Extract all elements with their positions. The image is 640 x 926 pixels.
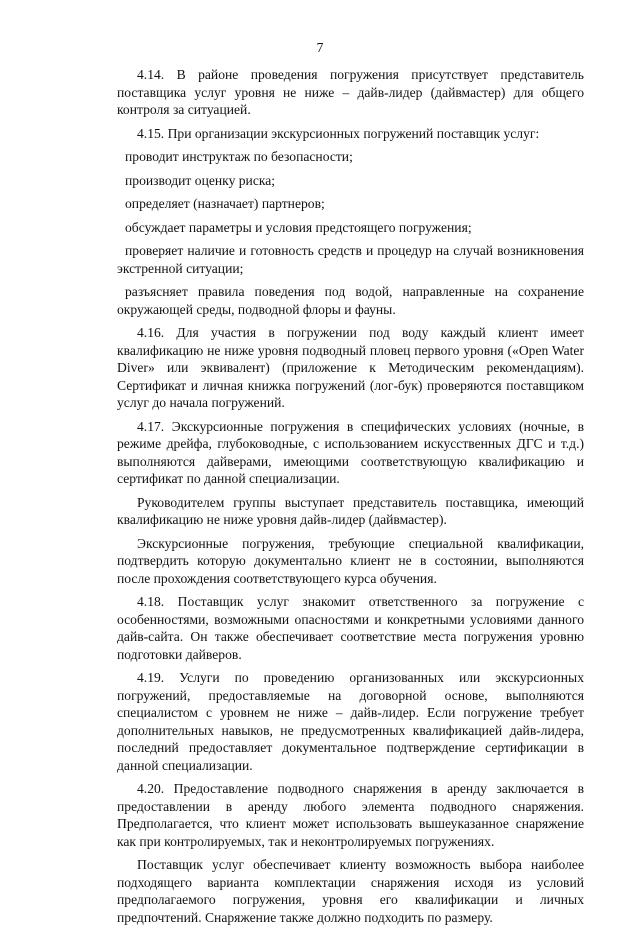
paragraph-4-15-intro: 4.15. При организации экскурсионных погружений поставщик услуг: <box>137 125 540 141</box>
paragraph-4-19: 4.19. Услуги по проведению организованных или экскурсионных погружений, предоставляемые на договорной основе, выполняются специалистом с уровнем не ниже – дайв-лидер. Если погружение требует дополнительных навыков, не предусмотренных квалификацией дайв-лидера, последний предоставляет документальное подтверждение сертификации в данной специализации. <box>117 670 584 773</box>
list-item-briefing: проводит инструктаж по безопасности; <box>125 149 353 164</box>
paragraph-4-18: 4.18. Поставщик услуг знакомит ответственного за погружение с особенностями, возможными опасностями и конкретными условиями данного дайв-сайта. Он также обеспечивает соответствие места погружения уровню подготовки дайверов. <box>117 594 584 662</box>
paragraph-4-20: 4.20. Предоставление подводного снаряжения в аренду заключается в предоставлении в аренду любого элемента подводного снаряжения. Предполагается, что клиент может использовать вышеуказанное снаряжение как при контролируемых, так и неконтролируемых погружениях. <box>117 781 584 849</box>
paragraph-4-17: 4.17. Экскурсионные погружения в специфических условиях (ночные, в режиме дрейфа, глубоководные, с использованием искусственных ДГС и т.д.) выполняются дайверами, имеющими соответствующую квалификацию и сертификат по данной специализации. <box>117 418 584 486</box>
paragraph-equipment-choice: Поставщик услуг обеспечивает клиенту возможность выбора наиболее подходящего варианта комплектации снаряжения исходя из условий предполагаемого погружения, уровня его квалификации и личных предпочтений. Снаряжение также должно подходить по размеру. <box>117 857 584 925</box>
list-item-dive-parameters: обсуждает параметры и условия предстоящего погружения; <box>125 219 472 235</box>
paragraph-4-16: 4.16. Для участия в погружении под воду каждый клиент имеет квалификацию не ниже уровня подводный пловец первого уровня («Open Water Diver» или эквивалент) (приложение к Методическим рекомендациям). Сертификат и личная книжка погружений (лог-бук) проверяются поставщиком услуг до начала погружений. <box>117 325 584 410</box>
page-number: 7 <box>316 40 324 55</box>
paragraph-special-qualification: Экскурсионные погружения, требующие специальной квалификации, подтвердить которую документально клиент не в состоянии, выполняются после прохождения соответствующего курса обучения. <box>117 535 584 586</box>
paragraph-4-14: 4.14. В районе проведения погружения присутствует представитель поставщика услуг уровня не ниже – дайв-лидер (дайвмастер) для общего контроля за ситуацией. <box>117 67 584 117</box>
list-item-risk-assessment: производит оценку риска; <box>125 172 276 188</box>
list-item-emergency-check: проверяет наличие и готовность средств и процедур на случай возникновения экстренной ситуации; <box>117 243 584 276</box>
paragraph-group-leader: Руководителем группы выступает представитель поставщика, имеющий квалификацию не ниже уровня дайв-лидер (дайвмастер). <box>117 494 584 527</box>
document-body <box>117 66 584 926</box>
list-item-rules-explained: разъясняет правила поведения под водой, направленные на сохранение окружающей среды, подводной флоры и фауны. <box>117 284 584 317</box>
list-item-partners: определяет (назначает) партнеров; <box>125 196 325 211</box>
